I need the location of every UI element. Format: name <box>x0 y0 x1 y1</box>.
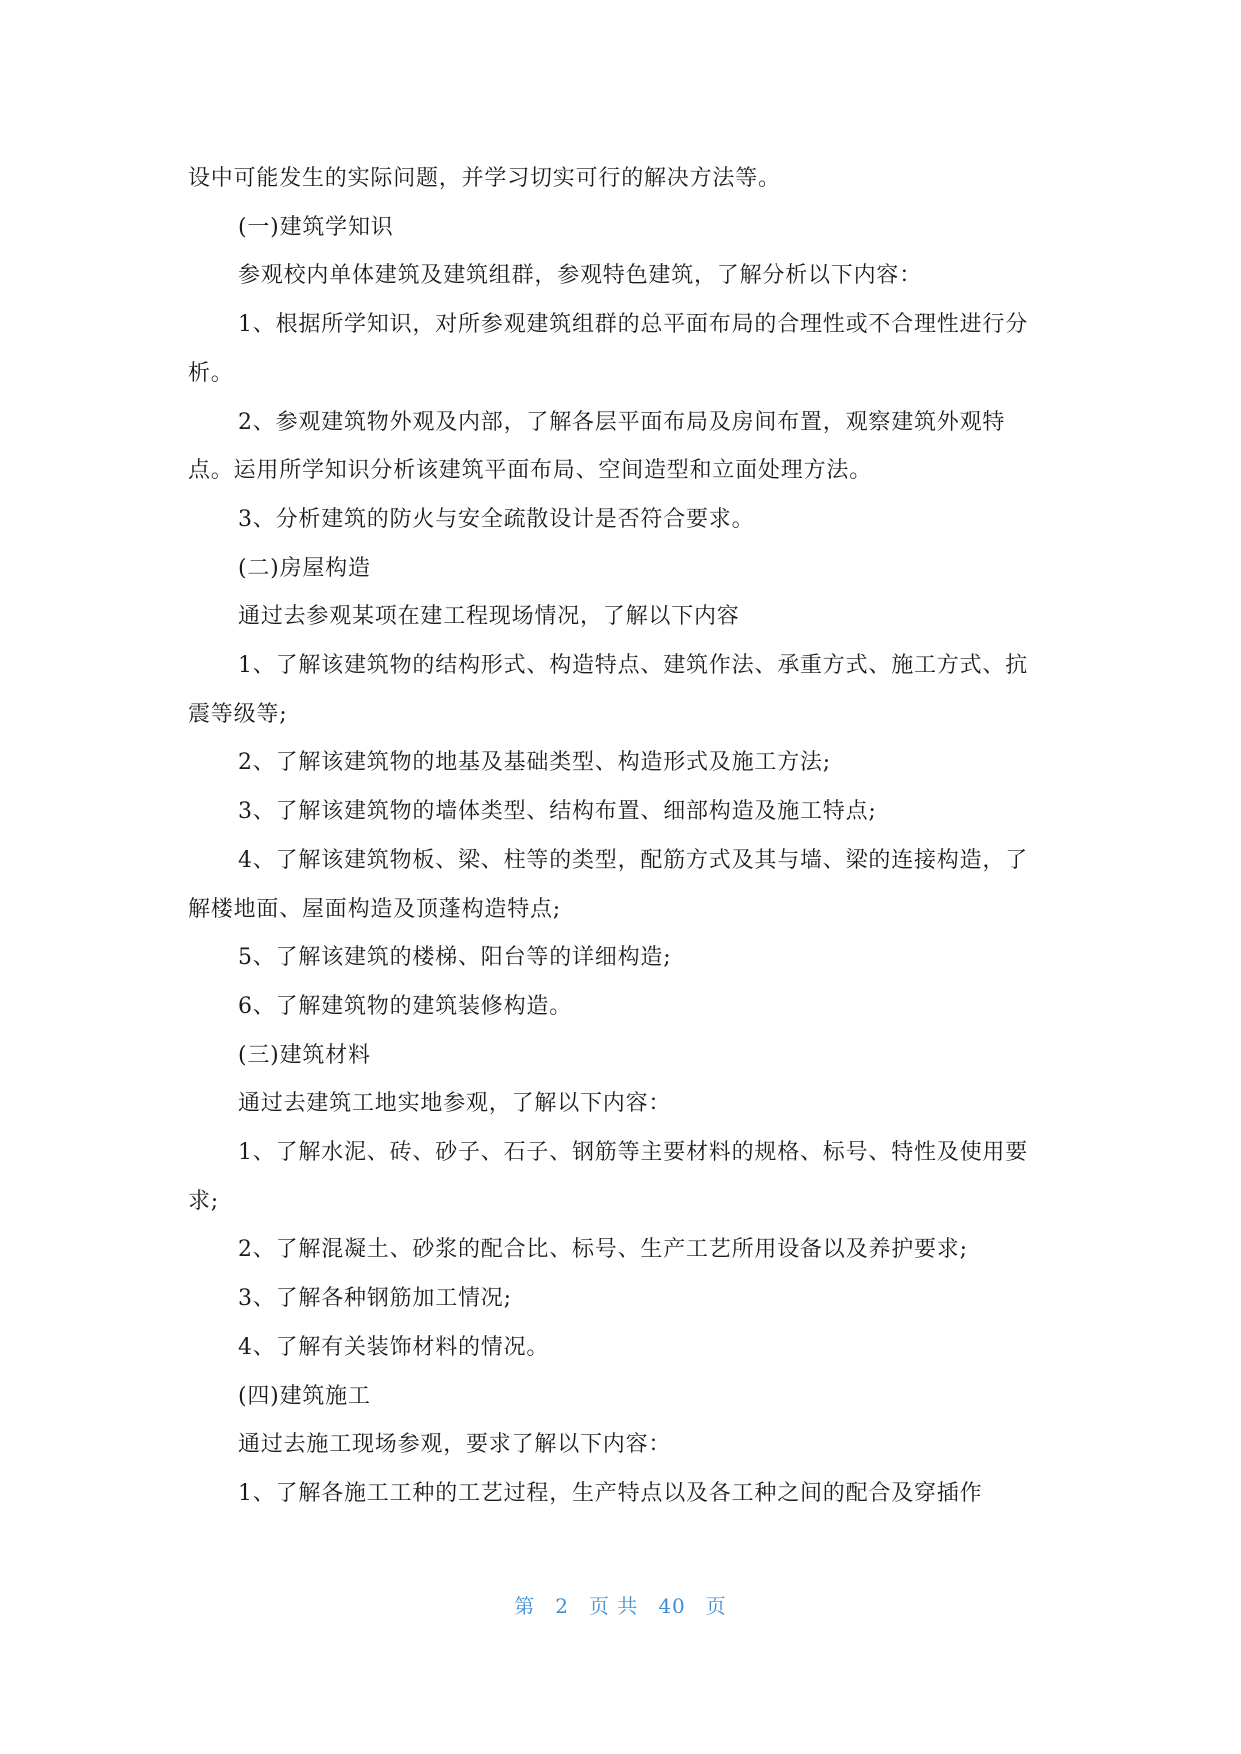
paragraph: 2、了解混凝土、砂浆的配合比、标号、生产工艺所用设备以及养护要求; <box>238 1237 968 1263</box>
paragraph: 4、了解有关装饰材料的情况。 <box>238 1334 550 1360</box>
paragraph: 设中可能发生的实际问题，并学习切实可行的解决方法等。 <box>188 166 781 191</box>
paragraph: (一)建筑学知识 <box>238 214 394 240</box>
paragraph: 1、了解水泥、砖、砂子、石子、钢筋等主要材料的规格、标号、特性及使用要求; <box>188 1140 1028 1214</box>
paragraph: 3、分析建筑的防火与安全疏散设计是否符合要求。 <box>238 506 755 532</box>
paragraph: 2、参观建筑物外观及内部，了解各层平面布局及房间布置，观察建筑外观特点。运用所学知识分析该建筑平面布局、空间造型和立面处理方法。 <box>188 409 1006 484</box>
paragraph: (二)房屋构造 <box>238 555 371 581</box>
footer-total-pages: 40 <box>658 1594 686 1618</box>
paragraph: 6、了解建筑物的建筑装修构造。 <box>238 993 572 1019</box>
paragraph: 通过去建筑工地实地参观，了解以下内容： <box>238 1091 672 1117</box>
paragraph: 参观校内单体建筑及建筑组群，参观特色建筑，了解分析以下内容： <box>238 263 923 289</box>
paragraph: 1、根据所学知识，对所参观建筑组群的总平面布局的合理性或不合理性进行分析。 <box>188 312 1028 386</box>
paragraph: 3、了解各种钢筋加工情况; <box>238 1286 512 1312</box>
footer-label-page: 第 <box>514 1594 536 1618</box>
paragraph: 1、了解各施工工种的工艺过程，生产特点以及各工种之间的配合及穿插作 <box>238 1480 983 1506</box>
footer-current-page: 2 <box>555 1594 569 1618</box>
paragraph: 4、了解该建筑物板、梁、柱等的类型，配筋方式及其与墙、梁的连接构造，了解楼地面、屋面构造及顶蓬构造特点; <box>188 847 1028 922</box>
paragraph: 通过去施工现场参观，要求了解以下内容： <box>238 1432 672 1458</box>
paragraph: 1、了解该建筑物的结构形式、构造特点、建筑作法、承重方式、施工方式、抗震等级等; <box>188 653 1028 727</box>
paragraph: 3、了解该建筑物的墙体类型、结构布置、细部构造及施工特点; <box>238 799 877 825</box>
page-footer <box>0 1590 1241 1619</box>
footer-label-pages: 页 <box>705 1594 727 1618</box>
paragraph: 5、了解该建筑的楼梯、阳台等的详细构造; <box>238 945 672 971</box>
paragraph: 通过去参观某项在建工程现场情况，了解以下内容 <box>238 604 740 630</box>
footer-label-of: 页 共 <box>588 1594 639 1618</box>
document-body <box>188 155 1048 1519</box>
paragraph: 2、了解该建筑物的地基及基础类型、构造形式及施工方法; <box>238 750 832 776</box>
paragraph: (四)建筑施工 <box>238 1383 371 1409</box>
paragraph: (三)建筑材料 <box>238 1042 371 1068</box>
